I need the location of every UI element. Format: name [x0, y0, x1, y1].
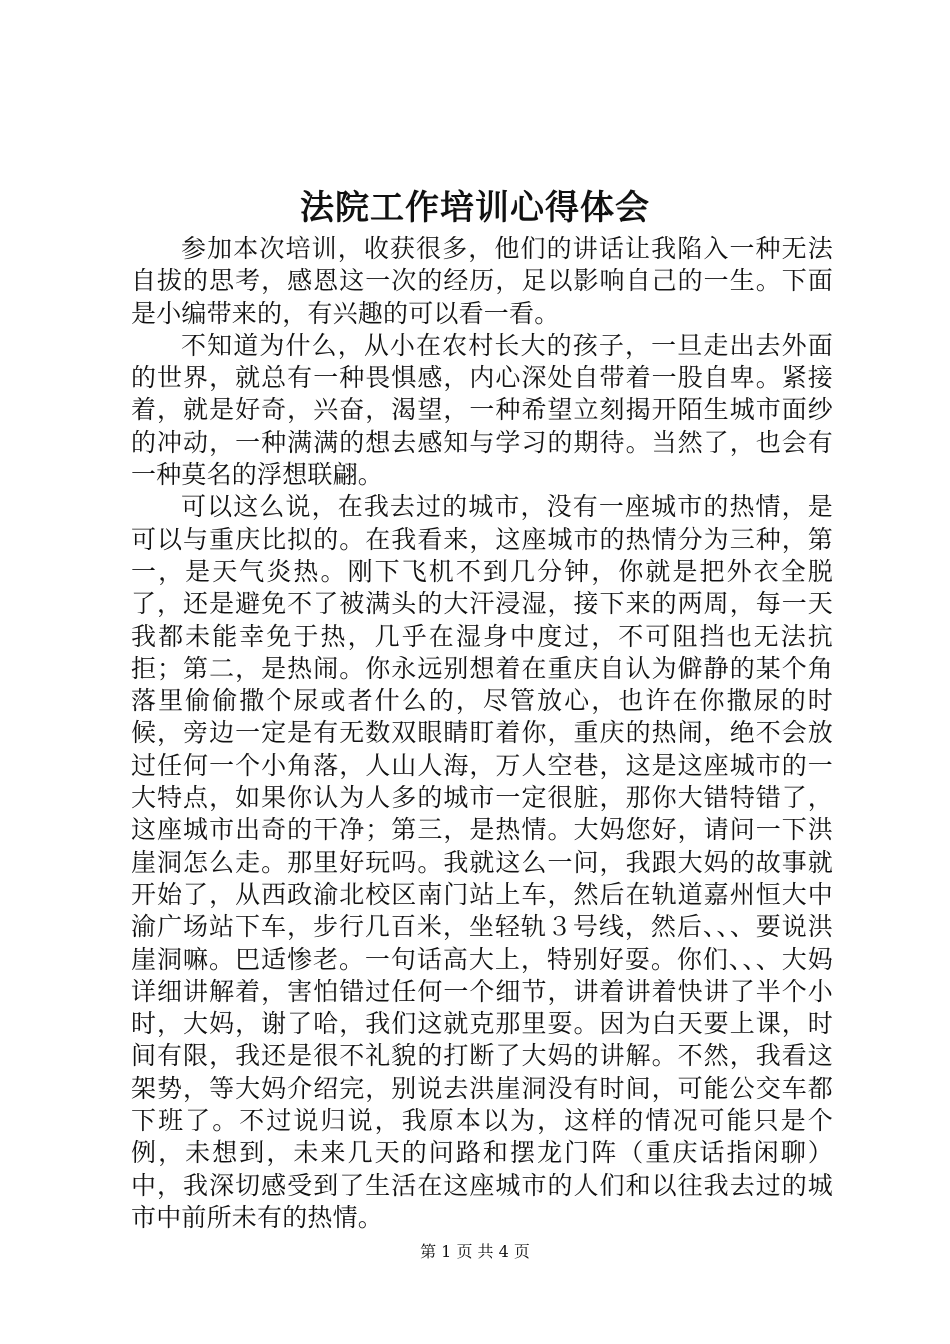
- document-title: 法院工作培训心得体会: [300, 188, 650, 228]
- page-footer: [0, 1240, 950, 1264]
- paragraph-1: 参加本次培训，收获很多，他们的讲话让我陷入一种无法自拔的思考，感恩这一次的经历，足以影响自己的一生。下面是小编带来的，有兴趣的可以看一看。: [131, 234, 833, 328]
- page-indicator: 第 1 页 共 4 页: [420, 1242, 530, 1261]
- paragraph-2: 不知道为什么，从小在农村长大的孩子，一旦走出去外面的世界，就总有一种畏惧感，内心深处自带着一股自卑。紧接着，就是好奇，兴奋，渴望，一种希望立刻揭开陌生城市面纱的冲动，一种满满的想去感知与学习的期待。当然了，也会有一种莫名的浮想联翩。: [131, 330, 833, 490]
- paragraph-3: 可以这么说，在我去过的城市，没有一座城市的热情，是可以与重庆比拟的。在我看来，这座城市的热情分为三种，第一，是天气炎热。刚下飞机不到几分钟，你就是把外衣全脱了，还是避免不了被满头的大汗浸湿，接下来的两周，每一天我都未能幸免于热，几乎在湿身中度过，不可阻挡也无法抗拒；第二，是热闹。你永远别想着在重庆自认为僻静的某个角落里偷偷撒个尿或者什么的，尽管放心，也许在你撒尿的时候，旁边一定是有无数双眼睛盯着你，重庆的热闹，绝不会放过任何一个小角落，人山人海，万人空巷，这是这座城市的一大特点，如果你认为人多的城市一定很脏，那你大错特错了，这座城市出奇的干净；第三，是热情。大妈您好，请问一下洪崖洞怎么走。那里好玩吗。我就这么一问，我跟大妈的故事就开始了，从西政渝北校区南门站上车，然后在轨道嘉州恒大中渝广场站下车，步行几百米，坐轻轨３号线，然后、、、要说洪崖洞嘛。巴适惨老。一句话高大上，特别好耍。你们、、、大妈详细讲解着，害怕错过任何一个细节，讲着讲着快讲了半个小时，大妈，谢了哈，我们这就克那里耍。因为白天要上课，时间有限，我还是很不礼貌的打断了大妈的讲解。不然，我看这架势，等大妈介绍完，别说去洪崖洞没有时间，可能公交车都下班了。不过说归说，我原本以为，这样的情况可能只是个例，未想到，未来几天的问路和摆龙门阵（重庆话指闲聊）中，我深切感受到了生活在这座城市的人们和以往我去过的城市中前所未有的热情。: [131, 492, 833, 1232]
- document-body: [131, 233, 833, 1234]
